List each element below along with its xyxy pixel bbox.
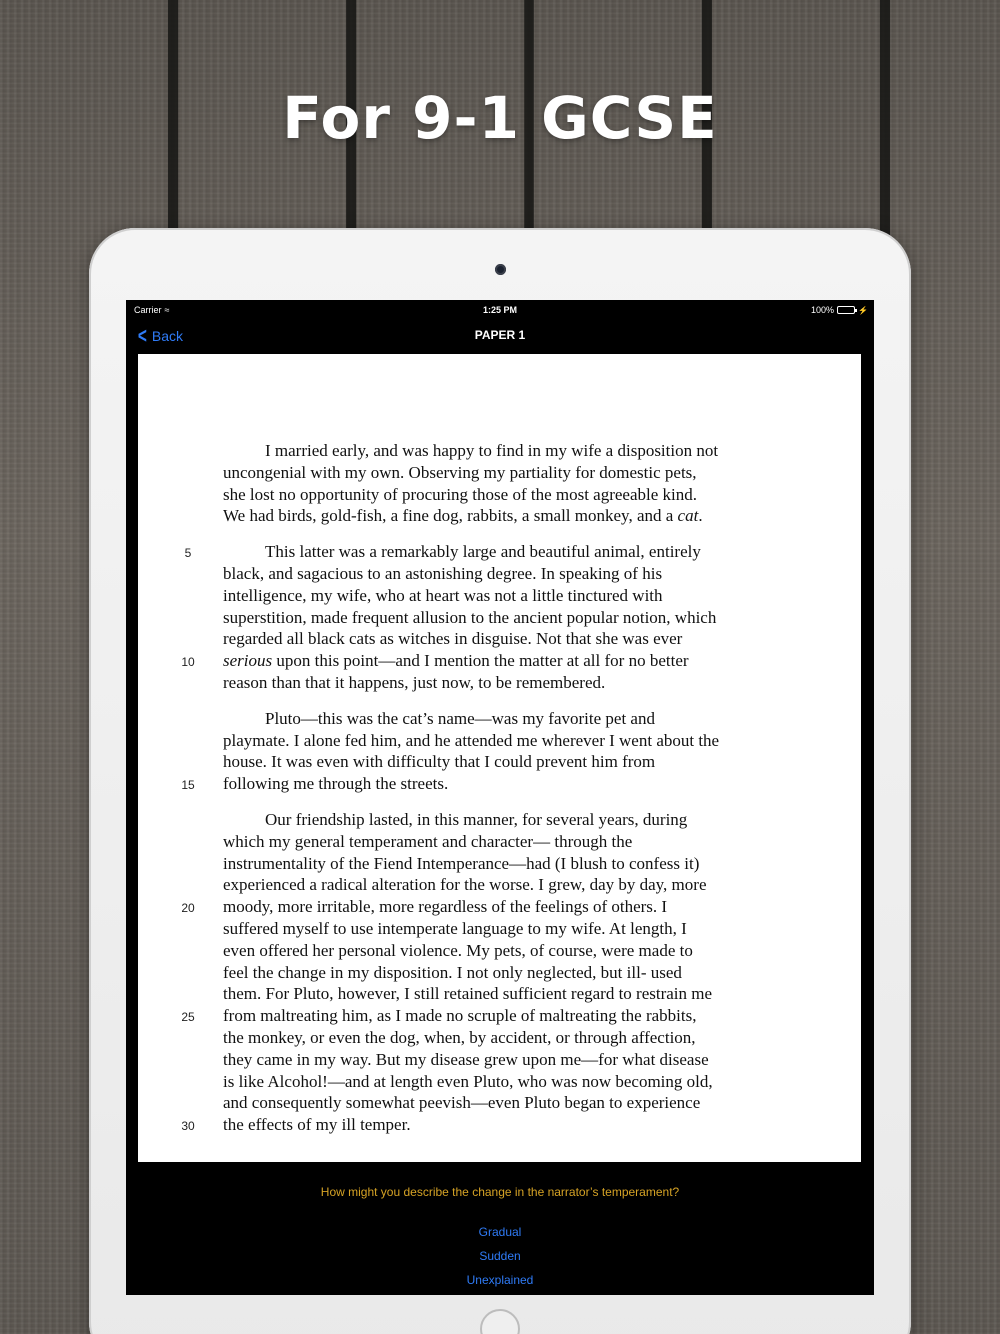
battery-indicator <box>811 305 868 315</box>
battery-percent: 100% <box>811 305 835 315</box>
line-number: 15 <box>181 778 195 793</box>
passage-line <box>181 773 823 795</box>
chevron-left-icon: < <box>137 323 147 348</box>
answer-option-sudden[interactable]: Sudden <box>479 1249 521 1263</box>
passage-line-text: superstition, made frequent allusion to the ancient popular notion, which <box>223 607 717 627</box>
passage-line <box>223 853 823 875</box>
passage-line-text: We had birds, gold-fish, a fine dog, rabbits, a small monkey, and a cat. <box>223 506 703 526</box>
passage-line <box>223 730 823 752</box>
passage-line-text: uncongenial with my own. Observing my partiality for domestic pets, <box>223 462 697 482</box>
passage-line-text: Our friendship lasted, in this manner, for several years, during <box>265 809 688 829</box>
passage-line <box>181 650 823 672</box>
line-number: 20 <box>181 901 195 916</box>
line-number: 30 <box>181 1119 195 1134</box>
status-time: 1:25 PM <box>482 305 517 315</box>
passage-line-text: which my general temperament and character— through the <box>223 831 633 851</box>
passage-line <box>223 874 823 896</box>
passage-line <box>223 1049 823 1071</box>
status-bar <box>126 300 874 320</box>
battery-icon <box>837 306 855 314</box>
passage-line-text: them. For Pluto, however, I still retained sufficient regard to restrain me <box>223 984 713 1004</box>
passage-line-text: following me through the streets. <box>223 774 449 794</box>
passage-line <box>223 751 823 773</box>
passage-line <box>181 1005 823 1027</box>
answer-option-unexplained[interactable]: Unexplained <box>466 1273 534 1287</box>
screen <box>126 300 874 1295</box>
passage-line <box>223 672 823 694</box>
passage-line <box>184 541 823 563</box>
passage-line-text: I married early, and was happy to find in my wife a disposition not <box>265 441 719 460</box>
passage-line-text: reason than that it happens, just now, to be remembered. <box>223 672 606 692</box>
tablet-frame <box>89 228 911 1334</box>
passage-line-text: suffered myself to use intemperate language to my wife. At length, I <box>223 918 687 938</box>
passage-line <box>181 896 823 918</box>
passage-line-text: This latter was a remarkably large and beautiful animal, entirely <box>265 542 701 562</box>
passage-line-text: instrumentality of the Fiend Intemperance—had (I blush to confess it) <box>223 853 700 873</box>
passage-line-text: regarded all black cats as witches in disguise. Not that she was ever <box>223 629 683 649</box>
passage-paragraph <box>181 809 823 1136</box>
wifi-icon: ≈ <box>164 305 170 315</box>
passage-line-text: from maltreating him, as I made no scruple of maltreating the rabbits, <box>223 1006 697 1026</box>
passage-paragraph <box>181 541 823 694</box>
line-number: 25 <box>181 1010 195 1025</box>
passage-line <box>181 1114 823 1136</box>
line-number: 10 <box>181 655 195 670</box>
passage-line-text: Pluto—this was the cat’s name—was my favorite pet and <box>265 708 655 728</box>
passage-paragraph <box>181 708 823 795</box>
hero-title: For 9-1 GCSE <box>282 84 718 152</box>
passage-line <box>223 505 823 527</box>
passage-line <box>223 918 823 940</box>
navigation-bar <box>126 320 874 354</box>
passage-line <box>223 708 823 730</box>
passage-line-text: even offered her personal violence. My pets, of course, were made to <box>223 940 693 960</box>
passage-line-text: experienced a radical alteration for the worse. I grew, day by day, more <box>223 875 707 895</box>
camera <box>495 264 506 275</box>
passage-line <box>223 1092 823 1114</box>
passage-line <box>223 440 823 462</box>
passage-line <box>223 628 823 650</box>
passage-line <box>223 462 823 484</box>
passage-line-text: feel the change in my disposition. I not only neglected, but ill- used <box>223 962 682 982</box>
answer-option-gradual[interactable]: Gradual <box>478 1225 522 1239</box>
passage-line <box>223 1071 823 1093</box>
passage-page[interactable] <box>138 354 861 1162</box>
passage-line <box>223 940 823 962</box>
passage-line-text: the effects of my ill temper. <box>223 1115 411 1135</box>
passage-text <box>181 440 823 1150</box>
passage-paragraph <box>223 440 823 527</box>
passage-line-text: is like Alcohol!—and at length even Pluto, who was now becoming old, <box>223 1071 713 1091</box>
passage-line <box>223 484 823 506</box>
passage-line <box>223 563 823 585</box>
page-title: PAPER 1 <box>474 328 526 342</box>
passage-line <box>223 585 823 607</box>
passage-line-text: intelligence, my wife, who at heart was not a little tinctured with <box>223 585 663 605</box>
passage-line <box>223 962 823 984</box>
passage-line-text: she lost no opportunity of procuring those of the most agreeable kind. <box>223 484 698 504</box>
passage-line-text: the monkey, or even the dog, when, by accident, or through affection, <box>223 1027 696 1047</box>
question-text: How might you describe the change in the narrator’s temperament? <box>320 1185 680 1199</box>
passage-line <box>223 809 823 831</box>
passage-line-text: and consequently somewhat peevish—even Pluto began to experience <box>223 1093 701 1113</box>
passage-line <box>223 831 823 853</box>
line-number: 5 <box>184 546 192 561</box>
passage-line-text: house. It was even with difficulty that I could prevent him from <box>223 752 656 772</box>
carrier-text: Carrier <box>134 305 162 315</box>
back-label: Back <box>151 328 183 344</box>
passage-line <box>223 607 823 629</box>
passage-line <box>223 1027 823 1049</box>
charging-icon: ⚡ <box>858 305 868 315</box>
passage-line-text: serious upon this point—and I mention the matter at all for no better <box>223 651 689 671</box>
passage-line-text: playmate. I alone fed him, and he attended me wherever I went about the <box>223 730 720 750</box>
passage-line-text: they came in my way. But my disease grew upon me—for what disease <box>223 1049 709 1069</box>
passage-line-text: moody, more irritable, more regardless of the feelings of others. I <box>223 897 668 917</box>
passage-line-text: black, and sagacious to an astonishing degree. In speaking of his <box>223 563 663 583</box>
home-button[interactable] <box>480 1309 520 1334</box>
passage-line <box>223 983 823 1005</box>
